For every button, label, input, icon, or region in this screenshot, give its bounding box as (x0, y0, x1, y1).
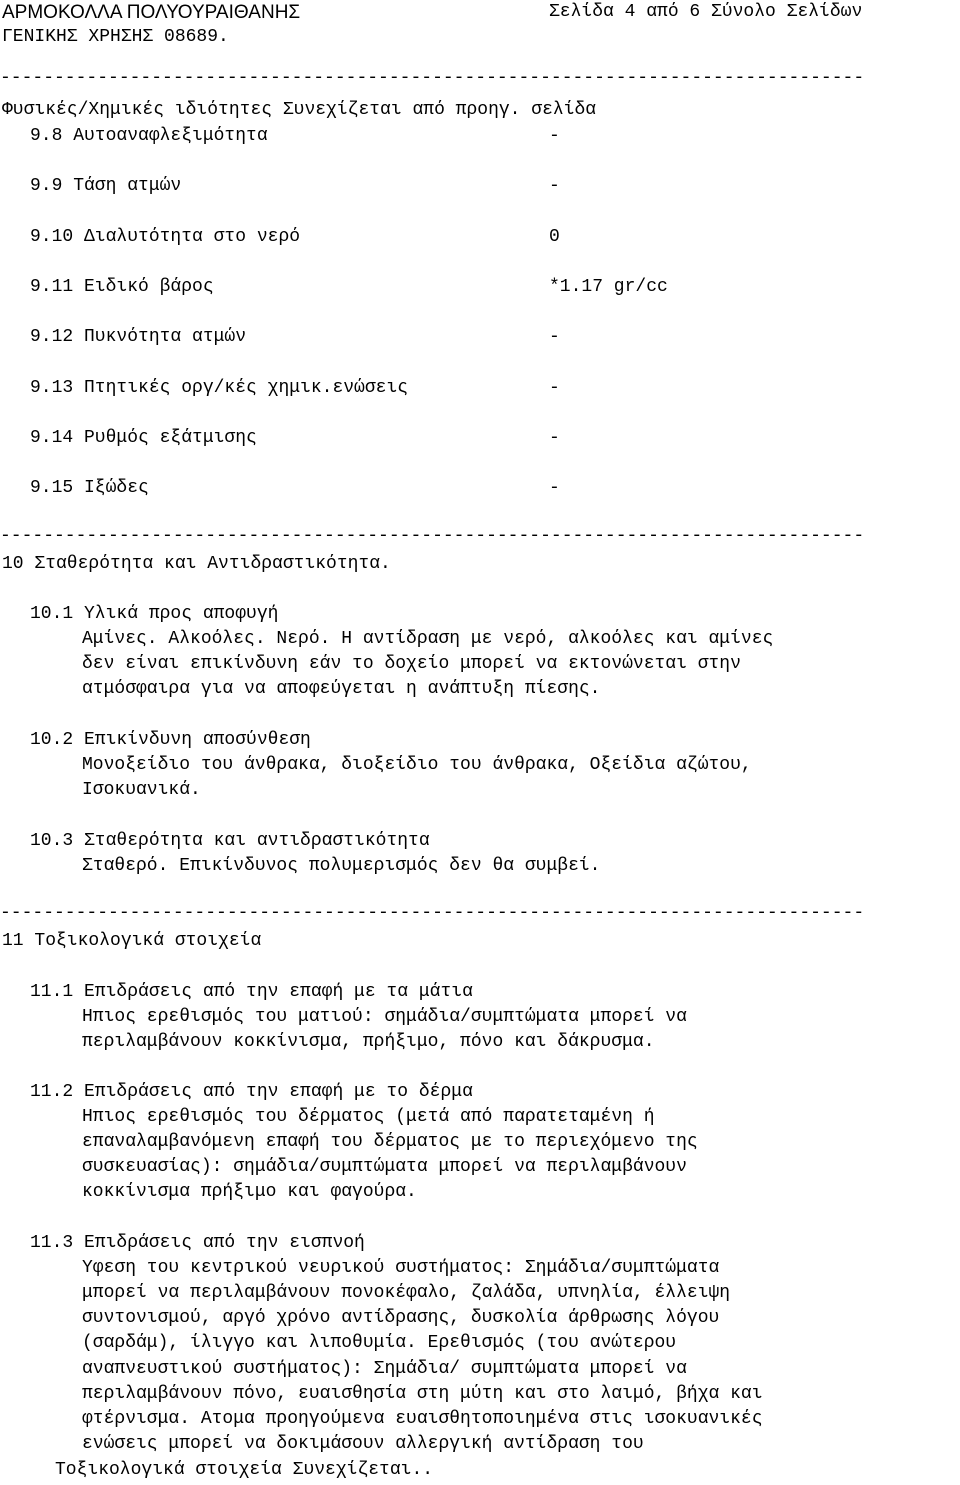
section-10-title: 10 Σταθερότητα και Αντιδραστικότητα. (2, 554, 391, 574)
subsection-text: μπορεί να περιλαμβάνουν πονοκέφαλο, ζαλάδα, υπνηλία, έλλειψη (82, 1283, 731, 1303)
subsection-text: Ισοκυανικά. (82, 780, 201, 800)
subsection-text: (σαρδάμ), ίλιγγο και λιποθυμία. Ερεθισμός (του ανώτερου (82, 1333, 677, 1353)
property-label: 9.12 Πυκνότητα ατμών (30, 327, 247, 347)
subsection-text: επαναλαμβανόμενη επαφή του δέρματος με το περιεχόμενο της (82, 1132, 698, 1152)
subsection-text: Υφεση του κεντρικού νευρικού συστήματος: Σημάδια/συμπτώματα (82, 1258, 720, 1278)
continues-note: Τοξικολογικά στοιχεία Συνεχίζεται.. (55, 1460, 434, 1480)
property-label: 9.14 Ρυθμός εξάτμισης (30, 428, 257, 448)
subsection-11-3-title: 11.3 Επιδράσεις από την εισπνοή (30, 1233, 365, 1253)
subsection-text: συντονισμού, αργό χρόνο αντίδρασης, δυσκολία άρθρωσης λόγου (82, 1308, 720, 1328)
subsection-text: Αμίνες. Αλκοόλες. Νερό. Η αντίδραση με νερό, αλκοόλες και αμίνες (82, 629, 774, 649)
subsection-text: ατμόσφαιρα για να αποφεύγεται η ανάπτυξη πίεσης. (82, 679, 601, 699)
subsection-text: Μονοξείδιο του άνθρακα, διοξείδιο του άνθρακα, Οξείδια αζώτου, (82, 755, 752, 775)
subsection-text: ενώσεις μπορεί να δοκιμάσουν αλλεργική αντίδραση του (82, 1434, 644, 1454)
section-9-continued: Φυσικές/Χημικές ιδιότητες Συνεχίζεται από προηγ. σελίδα (2, 100, 597, 120)
subsection-10-3-title: 10.3 Σταθερότητα και αντιδραστικότητα (30, 831, 430, 851)
subsection-10-2-title: 10.2 Επικίνδυνη αποσύνθεση (30, 730, 311, 750)
property-label: 9.8 Αυτοαναφλεξιμότητα (30, 126, 268, 146)
product-name-line2: ΓΕΝΙΚΗΣ ΧΡΗΣΗΣ 08689. (2, 27, 229, 47)
subsection-10-1-title: 10.1 Υλικά προς αποφυγή (30, 604, 279, 624)
divider-rule: -------------------------------------------------------------------------------- (0, 72, 865, 84)
property-label: 9.10 Διαλυτότητα στο νερό (30, 227, 301, 247)
property-value: - (549, 378, 560, 398)
property-value: - (549, 478, 560, 498)
product-name-line1: ΑΡΜΟΚΟΛΛΑ ΠΟΛΥΟΥΡΑΙΘΑΝΗΣ (2, 2, 301, 23)
subsection-text: περιλαμβάνουν κοκκίνισμα, πρήξιμο, πόνο και δάκρυσμα. (82, 1032, 655, 1052)
divider-rule: -------------------------------------------------------------------------------- (0, 530, 865, 542)
subsection-text: περιλαμβάνουν πόνο, ευαισθησία στη μύτη και στο λαιμό, βήχα και (82, 1384, 763, 1404)
property-label: 9.13 Πτητικές οργ/κές χημικ.ενώσεις (30, 378, 409, 398)
subsection-text: Ηπιος ερεθισμός του ματιού: σημάδια/συμπτώματα μπορεί να (82, 1007, 687, 1027)
property-label: 9.11 Ειδικό βάρος (30, 277, 214, 297)
property-label: 9.9 Τάση ατμών (30, 176, 182, 196)
property-value: - (549, 176, 560, 196)
page-info: Σελίδα 4 από 6 Σύνολο Σελίδων (549, 2, 863, 22)
divider-rule: -------------------------------------------------------------------------------- (0, 907, 865, 919)
section-11-title: 11 Τοξικολογικά στοιχεία (2, 931, 262, 951)
subsection-text: δεν είναι επικίνδυνη εάν το δοχείο μπορεί να εκτονώνεται στην (82, 654, 741, 674)
subsection-text: αναπνευστικού συστήματος): Σημάδια/ συμπτώματα μπορεί να (82, 1359, 687, 1379)
subsection-text: συσκευασίας): σημάδια/συμπτώματα μπορεί να περιλαμβάνουν (82, 1157, 687, 1177)
subsection-11-1-title: 11.1 Επιδράσεις από την επαφή με τα μάτια (30, 982, 473, 1002)
property-value: 0 (549, 227, 560, 247)
property-value: - (549, 428, 560, 448)
property-value: - (549, 126, 560, 146)
property-label: 9.15 Ιξώδες (30, 478, 149, 498)
property-value: *1.17 gr/cc (549, 277, 668, 297)
property-value: - (549, 327, 560, 347)
subsection-text: κοκκίνισμα πρήξιμο και φαγούρα. (82, 1182, 417, 1202)
subsection-text: Σταθερό. Επικίνδυνος πολυμερισμός δεν θα συμβεί. (82, 856, 601, 876)
subsection-11-2-title: 11.2 Επιδράσεις από την επαφή με το δέρμα (30, 1082, 473, 1102)
subsection-text: φτέρνισμα. Ατομα προηγούμενα ευαισθητοποιημένα στις ισοκυανικές (82, 1409, 763, 1429)
subsection-text: Ηπιος ερεθισμός του δέρματος (μετά από παρατεταμένη ή (82, 1107, 655, 1127)
